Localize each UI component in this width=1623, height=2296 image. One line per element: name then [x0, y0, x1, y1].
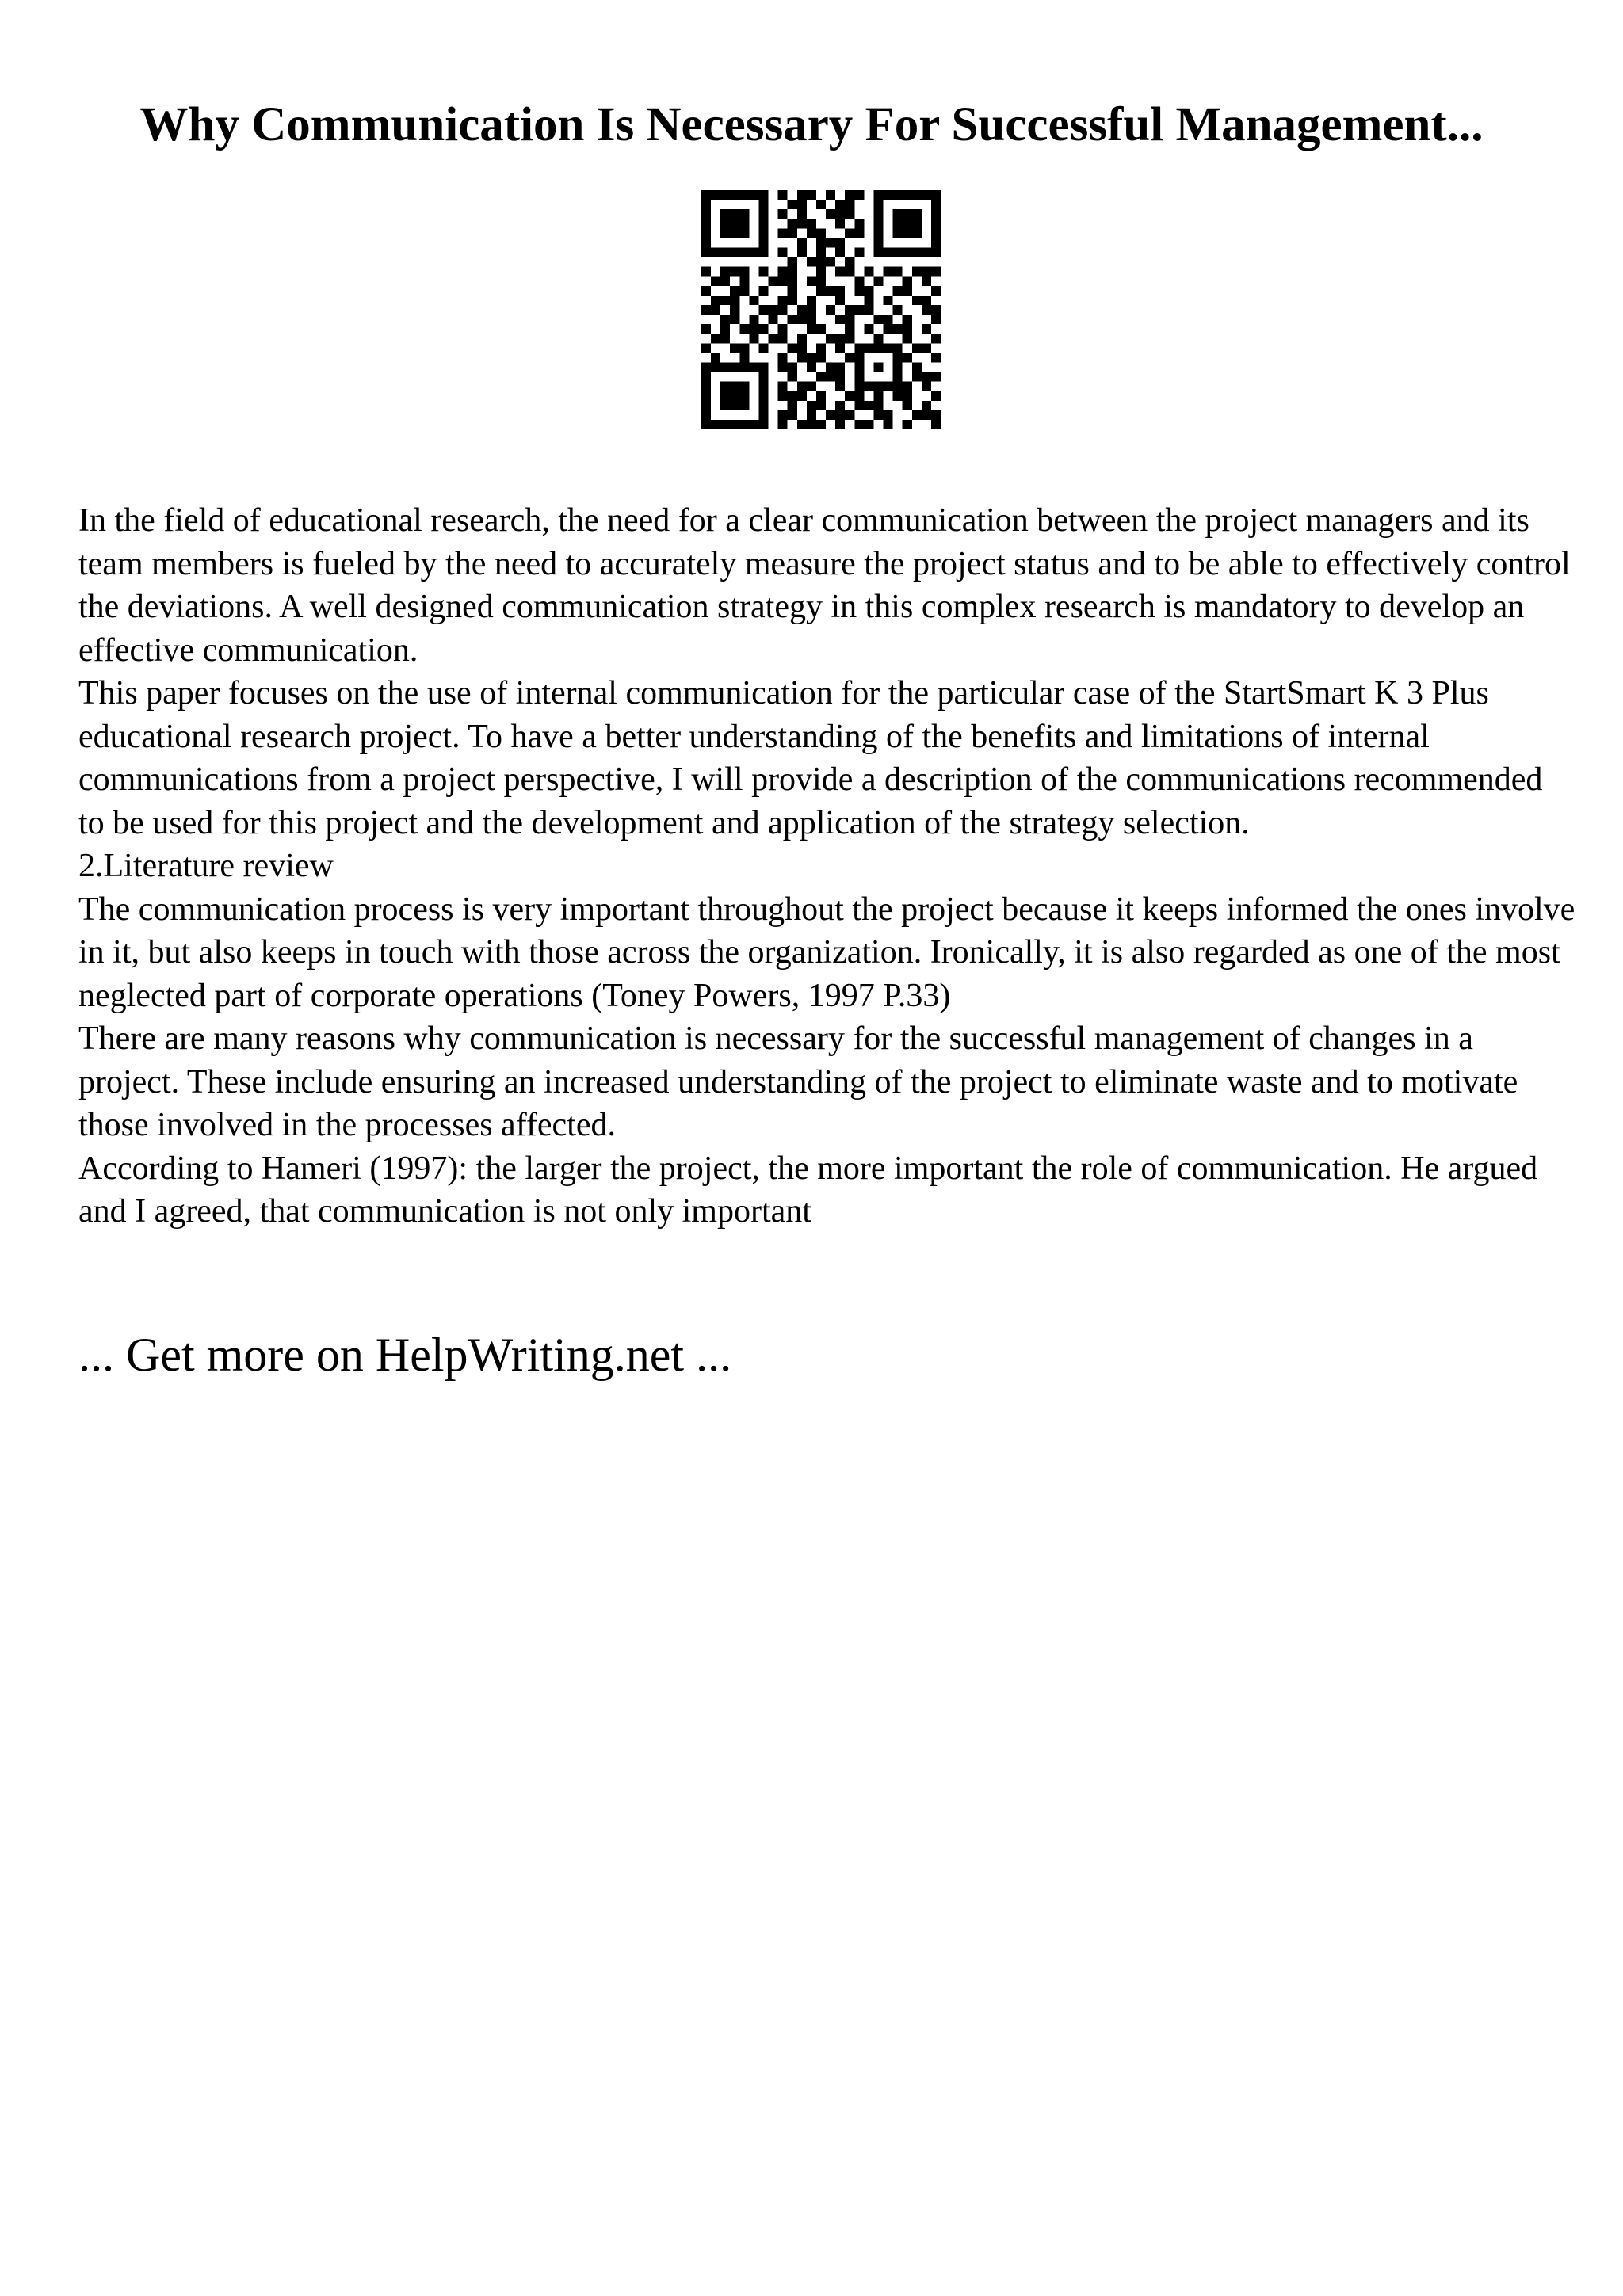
- paragraph-intro: In the field of educational research, the need for a clear communication between the project managers and its team members is fueled by the need to accurately measure the project status and to be able to effectively control the deviations. A well designed communication strategy in this complex research is mandatory to develop an effective communication.: [78, 502, 1571, 669]
- paragraph-communication-process: The communication process is very important throughout the project because it keeps informed the ones involve in it, but also keeps in touch with those across the organization. Ironically, it is also regarded as one of the most neglected part of corporate operations (Toney Powers, 1997 P.33): [78, 891, 1575, 1014]
- page-title: Why Communication Is Necessary For Successful Management...: [139, 98, 1484, 151]
- qr-code-icon: [701, 190, 941, 429]
- section-heading-literature-review: 2.Literature review: [78, 848, 334, 884]
- article-body: [78, 499, 1576, 1234]
- paragraph-hameri: According to Hameri (1997): the larger the project, the more important the role of communication. He argued and I agreed, that communication is not only important: [78, 1150, 1538, 1230]
- paragraph-focus: This paper focuses on the use of internal communication for the particular case of the StartSmart K 3 Plus educational research project. To have a better understanding of the benefits and limitations of internal communications from a project perspective, I will provide a description of the communications recommended to be used for this project and the development and application of the strategy selection.: [78, 675, 1543, 841]
- get-more-link[interactable]: ... Get more on HelpWriting.net ...: [78, 1329, 732, 1381]
- paragraph-reasons: There are many reasons why communication is necessary for the successful management of changes in a project. These include ensuring an increased understanding of the project to eliminate waste and to motivate those involved in the processes affected.: [78, 1020, 1518, 1143]
